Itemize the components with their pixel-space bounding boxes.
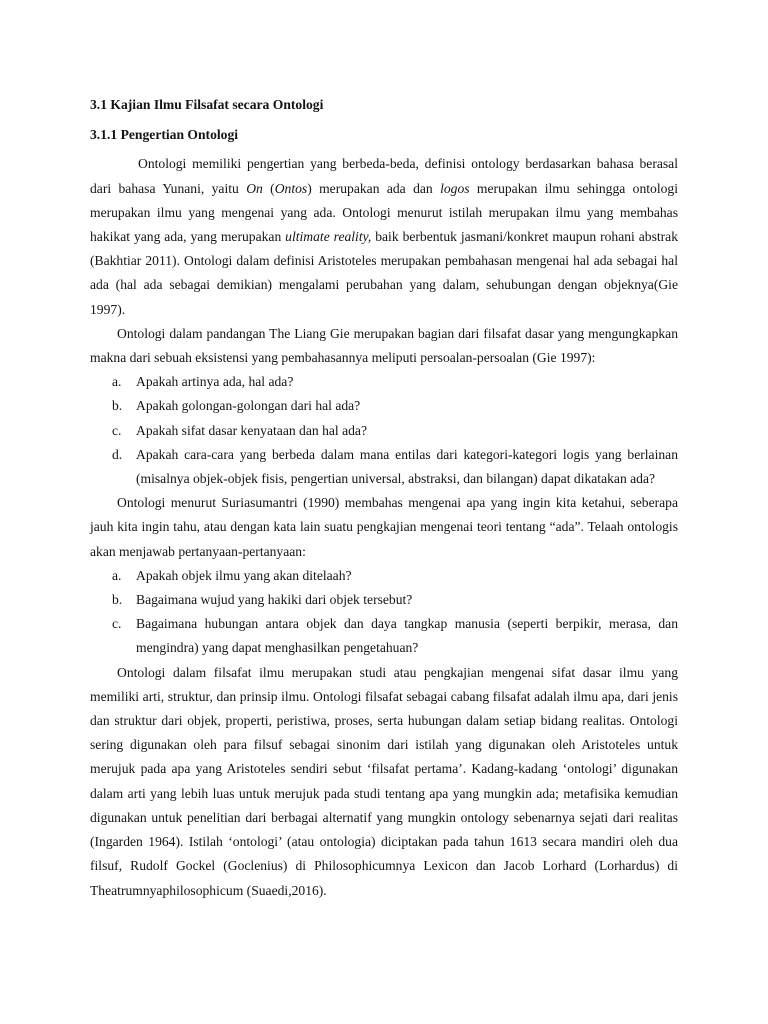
- paragraph-text: (: [262, 180, 275, 196]
- list-item-text: Bagaimana hubungan antara objek dan daya tangkap manusia (seperti berpikir, merasa, dan mengindra) yang dapat menghasilkan pengetahuan?: [136, 616, 678, 656]
- list-item: [90, 443, 678, 491]
- list-item-text: Apakah objek ilmu yang akan ditelaah?: [136, 567, 352, 583]
- paragraph-liang-gie: Ontologi dalam pandangan The Liang Gie merupakan bagian dari filsafat dasar yang mengungkapkan makna dari sebuah eksistensi yang pembahasannya meliputi persoalan-persoalan (Gie 1997):: [90, 325, 678, 366]
- list-item: [90, 612, 678, 660]
- list-item: [90, 588, 678, 612]
- list-item: [90, 370, 678, 394]
- paragraph-ontology-philosophy: Ontologi dalam filsafat ilmu merupakan studi atau pengkajian mengenai sifat dasar ilmu yang memiliki arti, struktur, dan prinsip ilmu. Ontologi filsafat sebagai cabang filsafat adalah ilmu apa, dari jenis dan struktur dari objek, properti, peristiwa, proses, serta hubungan dalam setiap bidang realitas. Ontologi sering digunakan oleh para filsuf sebagai sinonim dari istilah yang digunakan oleh Aristoteles untuk merujuk pada apa yang Aristoteles sendiri sebut ‘filsafat pertama’. Kadang-kadang ‘ontologi’ digunakan dalam arti yang lebih luas untuk merujuk pada studi tentang apa yang mungkin ada; metafisika kemudian digunakan untuk penelitian dari berbagai alternatif yang mungkin ontology sebenarnya sejati dari realitas (Ingarden 1964). Istilah ‘ontologi’ (atau ontologia) diciptakan pada tahun 1613 secara mandiri oleh dua filsuf, Rudolf Gockel (Goclenius) di Philosophicumnya Lexicon dan Jacob Lorhard (Lorhardus) di Theatrumnyaphilosophicum (Suaedi,2016).: [90, 664, 678, 898]
- list-marker: a.: [112, 374, 122, 390]
- list-marker: d.: [112, 446, 123, 462]
- paragraph-text: Ontologi memiliki pengertian yang berbeda-beda, definisi ontology berdasarkan bahasa berasal dari bahasa Yunani, yaitu: [90, 156, 678, 196]
- paragraph-text: baik berbentuk jasmani/konkret maupun rohani abstrak (Bakhtiar 2011). Ontologi dalam definisi Aristoteles merupakan pembahasan mengenai hal ada sebagai hal ada (hal ada sebagai demikian) mengalami perubahan yang dalam, sehubungan dengan objeknya(Gie 1997).: [90, 229, 679, 317]
- list-marker: b.: [112, 592, 123, 608]
- list-marker: c.: [112, 616, 122, 632]
- paragraph-text: merupakan ilmu sehingga ontologi merupakan ilmu yang mengenai yang ada. Ontologi menurut istilah merupakan ilmu yang membahas hakikat yang ada, yang merupakan: [90, 180, 678, 245]
- subsection-heading: 3.1.1 Pengertian Ontologi: [90, 127, 239, 143]
- term-ultimate-reality: ultimate reality,: [285, 229, 372, 245]
- section-heading: 3.1 Kajian Ilmu Filsafat secara Ontologi: [90, 97, 324, 112]
- list-marker: c.: [112, 422, 122, 438]
- list-marker: a.: [112, 567, 122, 583]
- list-item-text: Apakah golongan-golongan dari hal ada?: [136, 398, 361, 414]
- list-item: [90, 419, 678, 443]
- term-on: On: [246, 180, 263, 196]
- term-ontos: Ontos: [274, 180, 308, 196]
- term-logos: logos: [440, 180, 470, 196]
- list-item: [90, 564, 678, 588]
- list-item-text: Apakah artinya ada, hal ada?: [136, 374, 294, 390]
- list-gie-questions: [90, 370, 678, 491]
- list-suriasumantri-questions: [90, 564, 678, 661]
- document-body: [90, 93, 678, 903]
- list-item-text: Bagaimana wujud yang hakiki dari objek tersebut?: [136, 592, 413, 608]
- list-item-text: Apakah sifat dasar kenyataan dan hal ada?: [136, 422, 367, 438]
- list-item-text: Apakah cara-cara yang berbeda dalam mana entilas dari kategori-kategori logis yang berlainan (misalnya objek-objek fisis, pengertian universal, abstraksi, dan bilangan) dapat dikatakan ada?: [136, 446, 678, 487]
- paragraph-suriasumantri: Ontologi menurut Suriasumantri (1990) membahas mengenai apa yang ingin kita ketahui, seberapa jauh kita ingin tahu, atau dengan kata lain suatu pengkajian mengenai teori tentang “ada”. Telaah ontologis akan menjawab pertanyaan-pertanyaan:: [90, 495, 678, 559]
- list-item: [90, 394, 678, 418]
- paragraph-text: ) merupakan ada dan: [307, 180, 441, 196]
- paragraph-ontology-definition: [90, 152, 678, 321]
- list-marker: b.: [112, 398, 123, 414]
